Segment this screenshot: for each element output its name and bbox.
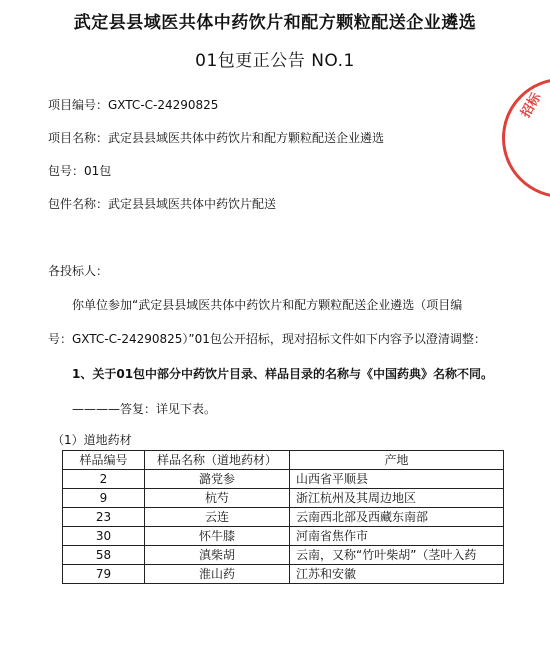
table-row [63,546,504,565]
origin-cell: 河南省焦作市 [290,527,504,546]
document-title: 武定县县域医共体中药饮片和配方颗粒配送企业遴选 [73,13,477,33]
answer-line: ————答复：详见下表。 [72,402,217,416]
package-name: 包件名称：武定县县域医共体中药饮片配送 [48,197,277,211]
origin-cell: 云南西北部及西藏东南部 [290,508,504,527]
header-sample-name: 样品名称（道地药材） [145,451,290,470]
announcement-subtitle: 01包更正公告 NO.1 [195,51,355,71]
table-row [63,527,504,546]
sample-name-cell: 滇柴胡 [145,546,290,565]
sample-name-cell: 云连 [145,508,290,527]
sample-no-cell: 23 [63,508,145,527]
project-number: 项目编号：GXTC-C-24290825 [48,98,219,112]
herb-origin-table [62,450,504,584]
paragraph-line-1: 你单位参加“武定县县域医共体中药饮片和配方颗粒配送企业遴选（项目编 [72,298,463,312]
seal-text: 招标 [518,90,545,121]
sample-no-cell: 58 [63,546,145,565]
origin-cell: 山西省平顺县 [290,470,504,489]
paragraph-line-2: 号：GXTC-C-24290825）”01包公开招标，现对招标文件如下内容予以澄清调整： [48,332,486,346]
sample-name-cell: 淮山药 [145,565,290,584]
salutation: 各投标人： [48,264,109,278]
header-sample-no: 样品编号 [63,451,145,470]
project-name: 项目名称：武定县县域医共体中药饮片和配方颗粒配送企业遴选 [48,131,385,145]
origin-cell: 云南，又称“竹叶柴胡”（茎叶入药 [290,546,504,565]
table-row [63,470,504,489]
package-number: 包号：01包 [48,164,112,178]
sample-no-cell: 2 [63,470,145,489]
header-origin: 产地 [290,451,504,470]
table-row [63,508,504,527]
table-row [63,489,504,508]
origin-cell: 浙江杭州及其周边地区 [290,489,504,508]
sample-name-cell: 怀牛膝 [145,527,290,546]
official-seal-stamp [502,78,550,198]
sample-name-cell: 杭芍 [145,489,290,508]
origin-cell: 江苏和安徽 [290,565,504,584]
table-row [63,565,504,584]
table-header-row [63,451,504,470]
sample-no-cell: 79 [63,565,145,584]
sample-no-cell: 9 [63,489,145,508]
item-1-heading: 1、关于01包中部分中药饮片目录、样品目录的名称与《中国药典》名称不同。 [72,367,494,381]
sample-name-cell: 潞党参 [145,470,290,489]
sample-no-cell: 30 [63,527,145,546]
table-caption: （1）道地药材 [52,433,132,447]
